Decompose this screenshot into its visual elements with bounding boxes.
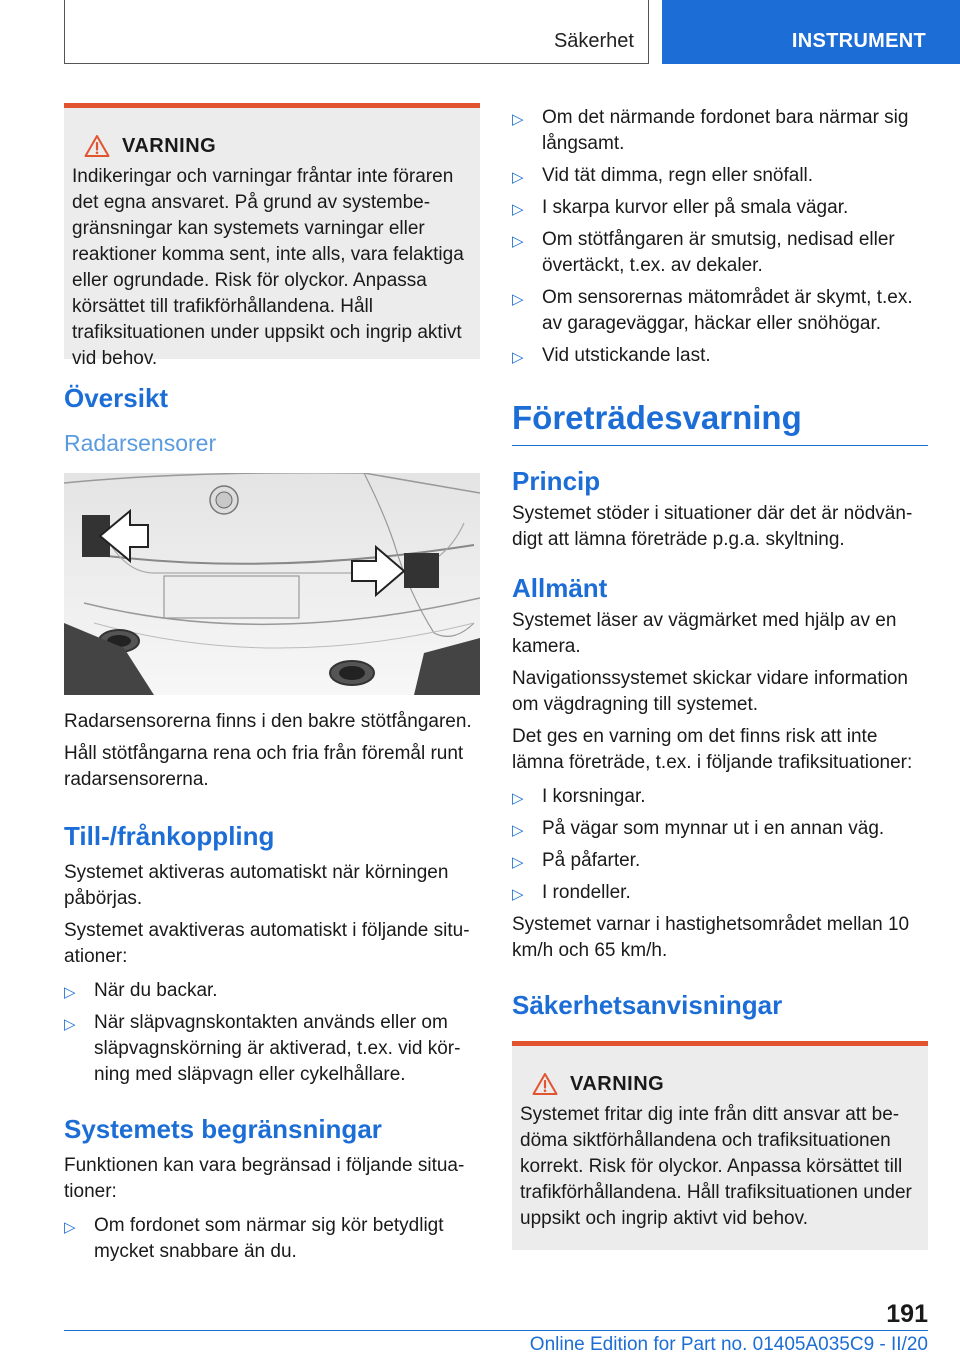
car-rear-image bbox=[64, 473, 480, 695]
footer-edition: Online Edition for Part no. 01405A035C9 - II/20 bbox=[529, 1334, 928, 1355]
general-paragraph-4: Systemet varnar i hastighetsområdet mellan 10 km/h och 65 km/h. bbox=[512, 914, 910, 961]
bullet-triangle-icon: ▷ bbox=[512, 111, 524, 128]
footer-rule bbox=[64, 1330, 928, 1331]
limits-list-left bbox=[64, 1213, 480, 1265]
left-column bbox=[64, 103, 480, 1265]
header-chapter-label: INSTRUMENT bbox=[791, 30, 926, 52]
list-item: ▷ När du backar. bbox=[64, 978, 480, 1004]
list-item: ▷ Om det närmande fordonet bara närmar sig långsamt. bbox=[512, 107, 909, 154]
warning-box-right bbox=[512, 1041, 928, 1250]
bullet-triangle-icon: ▷ bbox=[512, 349, 524, 366]
heading-safety-notes: Säkerhetsanvisningar bbox=[512, 990, 783, 1020]
list-item: ▷ Vid tät dimma, regn eller snöfall. bbox=[512, 163, 928, 189]
bullet-triangle-icon: ▷ bbox=[512, 886, 524, 903]
toggle-list bbox=[64, 978, 480, 1088]
general-paragraph-2: Navigationssystemet skickar vidare information om vägdragning till systemet. bbox=[512, 668, 908, 715]
header-section-label: Säkerhet bbox=[553, 30, 634, 52]
warning-title-row bbox=[72, 134, 472, 158]
warning-triangle-icon bbox=[532, 1072, 558, 1096]
radar-paragraph-2: Håll stötfångarna rena och fria från föremål runt radarsensorerna. bbox=[64, 743, 464, 790]
bullet-triangle-icon: ▷ bbox=[64, 984, 76, 1001]
warning-title-row bbox=[520, 1072, 920, 1096]
list-item: ▷ Vid utstickande last. bbox=[512, 343, 928, 369]
bullet-triangle-icon: ▷ bbox=[512, 169, 524, 186]
limits-paragraph: Funktionen kan vara begränsad i följande situationer: bbox=[64, 1155, 465, 1202]
list-item: ▷ På vägar som mynnar ut i en annan väg. bbox=[512, 816, 928, 842]
bullet-triangle-icon: ▷ bbox=[64, 1016, 76, 1033]
general-paragraph-1: Systemet läser av vägmärket med hjälp av en kamera. bbox=[512, 610, 897, 657]
list-item: ▷ Om fordonet som närmar sig kör betydligt mycket snabbare än du. bbox=[64, 1215, 444, 1262]
list-item: ▷ I skarpa kurvor eller på smala vägar. bbox=[512, 195, 928, 221]
list-item: ▷ Om stötfångaren är smutsig, nedisad eller övertäckt, t.ex. av dekaler. bbox=[512, 229, 895, 276]
heading-system-limits: Systemets begränsningar bbox=[64, 1114, 382, 1144]
warning-title: VARNING bbox=[570, 1072, 665, 1095]
heading-principle: Princip bbox=[512, 466, 601, 496]
heading-overview: Översikt bbox=[64, 383, 169, 413]
list-item: ▷ I korsningar. bbox=[512, 784, 928, 810]
limits-list-right bbox=[512, 105, 928, 369]
warning-box-left bbox=[64, 103, 480, 369]
warning-text: Indikeringar och varningar fråntar inte föraren det egna ansvaret. På grund av systembegränsningar kan systemets varningar eller reaktioner komma sent, inte alls, vara felaktiga eller ogrundade. Risk för olyckor. Anpassa körsättet till trafikförhållandena. Håll trafiksituationen under uppsikt och ingrip aktivt vid behov. bbox=[72, 166, 464, 369]
warning-title: VARNING bbox=[122, 134, 217, 157]
heading-general: Allmänt bbox=[512, 573, 608, 603]
bullet-triangle-icon: ▷ bbox=[512, 790, 524, 807]
list-item: ▷ På påfarter. bbox=[512, 848, 928, 874]
list-item: ▷ I rondeller. bbox=[512, 880, 928, 906]
warning-text: Systemet fritar dig inte från ditt ansvar att bedöma siktförhållandena och trafiksituationen korrekt. Risk för olyckor. Anpassa körsättet till trafikförhållandena. Håll trafiksituationen under uppsikt och ingrip aktivt vid behov. bbox=[520, 1104, 912, 1229]
toggle-paragraph-1: Systemet aktiveras automatiskt när körningen påbörjas. bbox=[64, 862, 449, 909]
heading-toggle: Till-/frånkoppling bbox=[64, 821, 275, 851]
header-chapter-tab bbox=[662, 0, 960, 64]
heading-priority-warning: Företrädesvarning bbox=[512, 399, 928, 446]
bullet-triangle-icon: ▷ bbox=[512, 822, 524, 839]
bullet-triangle-icon: ▷ bbox=[512, 291, 524, 308]
general-list bbox=[512, 784, 928, 906]
radar-paragraph-1: Radarsensorerna finns i den bakre stötfångaren. bbox=[64, 711, 472, 732]
toggle-paragraph-2: Systemet avaktiveras automatiskt i följande situationer: bbox=[64, 920, 470, 967]
general-paragraph-3: Det ges en varning om det finns risk att inte lämna företräde, t.ex. i följande trafiksituationer: bbox=[512, 726, 913, 773]
bullet-triangle-icon: ▷ bbox=[512, 233, 524, 250]
bullet-triangle-icon: ▷ bbox=[64, 1219, 76, 1236]
page-number: 191 bbox=[886, 1300, 928, 1328]
bullet-triangle-icon: ▷ bbox=[512, 201, 524, 218]
heading-radar-sensors: Radarsensorer bbox=[64, 430, 217, 456]
right-column bbox=[512, 105, 928, 1250]
warning-triangle-icon bbox=[84, 134, 110, 158]
radar-sensor-illustration bbox=[64, 473, 480, 695]
list-item: ▷ Om sensorernas mätområdet är skymt, t.ex. av garageväggar, häckar eller snöhögar. bbox=[512, 287, 913, 334]
header-section-tab bbox=[64, 0, 649, 64]
list-item: ▷ När släpvagnskontakten används eller om släpvagnskörning är aktiverad, t.ex. vid körning med släpvagn eller cykelhållare. bbox=[64, 1012, 461, 1085]
bullet-triangle-icon: ▷ bbox=[512, 854, 524, 871]
principle-paragraph: Systemet stöder i situationer där det är nödvändigt att lämna företräde p.g.a. skyltning. bbox=[512, 503, 913, 550]
